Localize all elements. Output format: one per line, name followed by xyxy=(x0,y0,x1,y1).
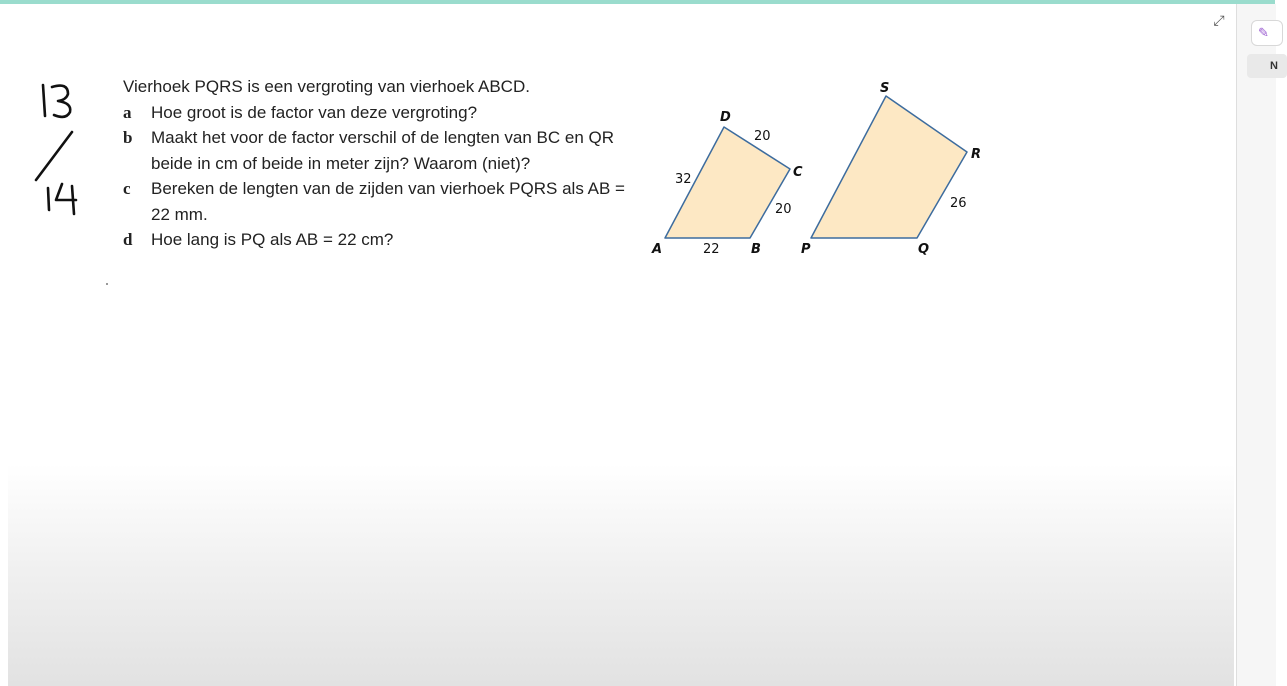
quadrilaterals-figure xyxy=(645,72,995,272)
edit-icon[interactable]: ✎ xyxy=(1251,20,1283,46)
side-label-cd: 20 xyxy=(754,129,771,144)
question-label: a xyxy=(123,102,132,122)
side-label-ab: 22 xyxy=(703,242,720,257)
question-label: d xyxy=(123,230,133,249)
vertex-label-r: R xyxy=(971,147,982,162)
vertex-label-s: S xyxy=(880,81,890,96)
panel-tab[interactable]: N xyxy=(1247,54,1287,78)
exercise-text xyxy=(123,74,643,253)
vertex-label-p: P xyxy=(801,242,811,257)
quadrilateral-pqrs xyxy=(811,96,967,238)
question-text: Maakt het voor de factor verschil of de lengten van BC en QR beide in cm of beide in meter zijn? Waarom (niet)? xyxy=(151,128,615,173)
question-label: b xyxy=(123,128,133,147)
exercise-intro: Vierhoek PQRS is een vergroting van vierhoek ABCD. xyxy=(123,77,530,96)
vertex-label-c: C xyxy=(793,165,803,180)
right-side-panel xyxy=(1236,4,1276,686)
question-text: Hoe groot is de factor van deze vergroting? xyxy=(151,102,478,122)
side-label-bc: 20 xyxy=(775,202,792,217)
question-label: c xyxy=(123,179,131,198)
vertex-label-d: D xyxy=(720,110,731,125)
vertex-label-q: Q xyxy=(918,242,930,257)
question-text: Bereken de lengten van de zijden van vierhoek PQRS als AB = 22 mm. xyxy=(151,179,625,224)
question-b xyxy=(123,125,643,176)
question-d xyxy=(123,227,643,253)
vertex-label-a: A xyxy=(652,242,663,257)
question-text: Hoe lang is PQ als AB = 22 cm? xyxy=(151,230,394,249)
side-label-qr: 26 xyxy=(950,196,967,211)
handwritten-annotation xyxy=(28,76,98,226)
question-a xyxy=(123,100,643,126)
question-c xyxy=(123,176,643,227)
side-label-da: 32 xyxy=(675,172,692,187)
stray-dot xyxy=(106,283,108,285)
expand-icon[interactable]: ⤢ xyxy=(1213,12,1225,28)
vertex-label-b: B xyxy=(751,242,761,257)
